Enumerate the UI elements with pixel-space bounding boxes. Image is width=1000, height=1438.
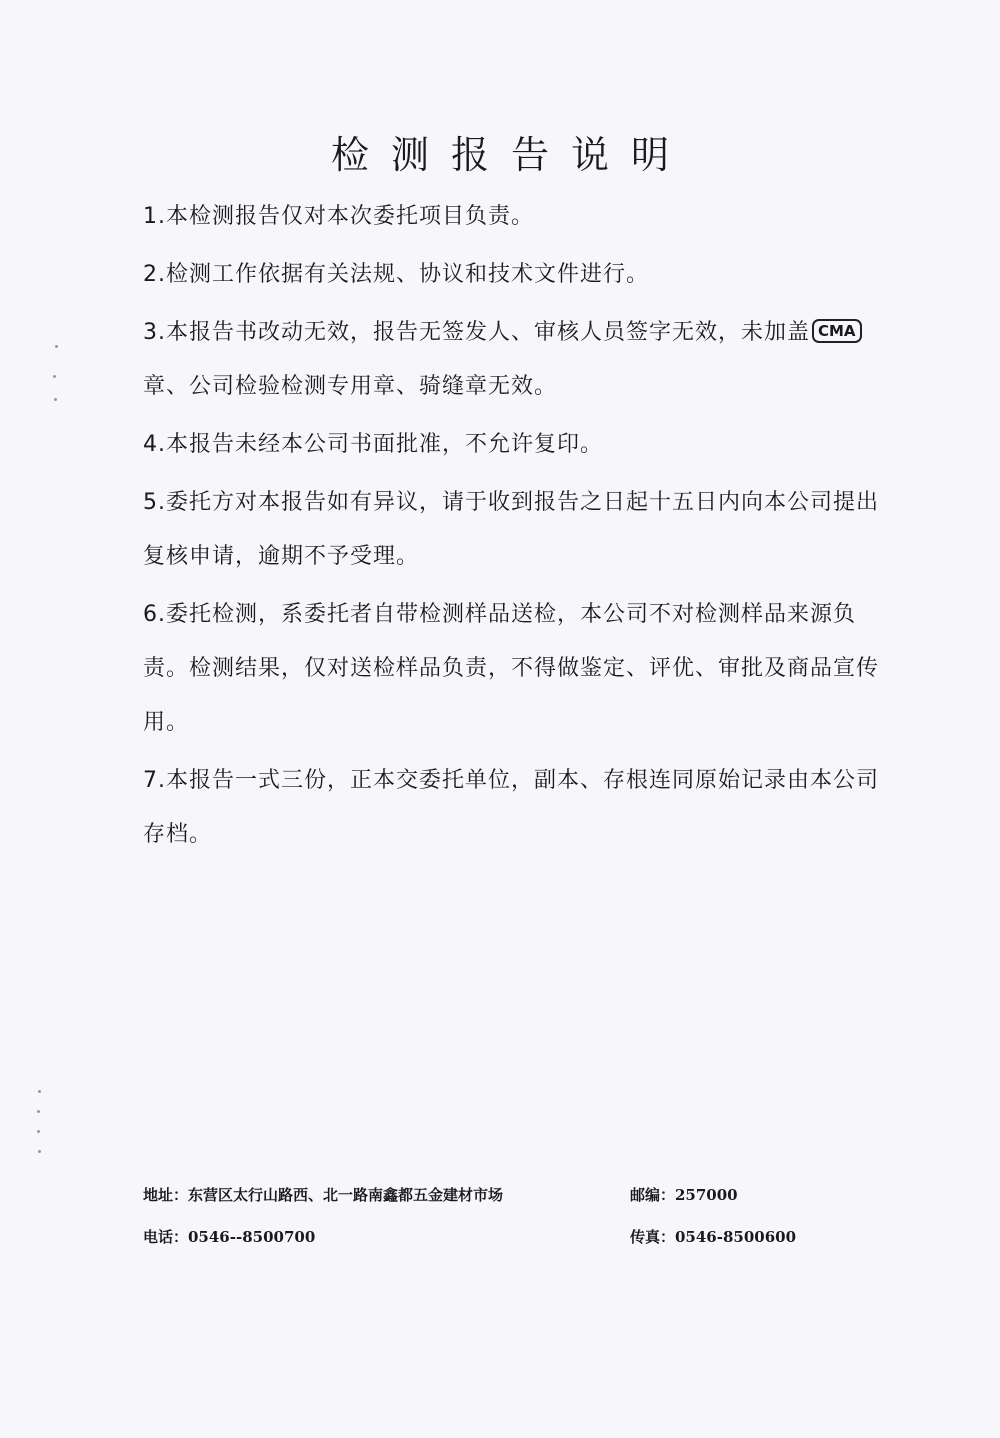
footer-row-address xyxy=(143,1184,843,1208)
clause-5: 5.委托方对本报告如有异议，请于收到报告之日起十五日内向本公司提出复核申请，逾期不予受理。 xyxy=(143,490,879,569)
binding-hole-mark xyxy=(53,375,56,378)
page-title: 检测报告说明 xyxy=(330,133,691,177)
clause-6: 6.委托检测，系委托者自带检测样品送检，本公司不对检测样品来源负责。检测结果，仅对送检样品负责，不得做鉴定、评优、审批及商品宣传用。 xyxy=(143,602,880,735)
footer-row-contact xyxy=(143,1226,843,1250)
clause-3-text-before: 3.本报告书改动无效，报告无签发人、审核人员签字无效，未加盖 xyxy=(143,320,810,345)
cma-mark-icon: CMA xyxy=(812,319,862,343)
binding-hole-mark xyxy=(55,345,58,348)
binding-hole-mark xyxy=(38,1150,41,1153)
clause-3 xyxy=(143,306,888,414)
binding-hole-mark xyxy=(38,1090,41,1093)
clause-list xyxy=(143,190,888,866)
clause-3-text-after: 章、公司检验检测专用章、骑缝章无效。 xyxy=(143,374,558,399)
binding-hole-mark xyxy=(37,1130,40,1133)
binding-hole-mark xyxy=(54,398,57,401)
footer-postcode: 邮编：257000 xyxy=(630,1186,738,1204)
binding-hole-mark xyxy=(37,1110,40,1113)
clause-4: 4.本报告未经本公司书面批准，不允许复印。 xyxy=(143,432,603,457)
footer-address: 地址：东营区太行山路西、北一路南鑫都五金建材市场 xyxy=(143,1186,504,1204)
footer-phone: 电话：0546--8500700 xyxy=(143,1228,316,1246)
footer-fax: 传真：0546-8500600 xyxy=(630,1228,797,1246)
clause-2: 2.检测工作依据有关法规、协议和技术文件进行。 xyxy=(143,262,649,287)
clause-1: 1.本检测报告仅对本次委托项目负责。 xyxy=(143,204,534,229)
clause-7: 7.本报告一式三份，正本交委托单位，副本、存根连同原始记录由本公司存档。 xyxy=(143,768,879,847)
